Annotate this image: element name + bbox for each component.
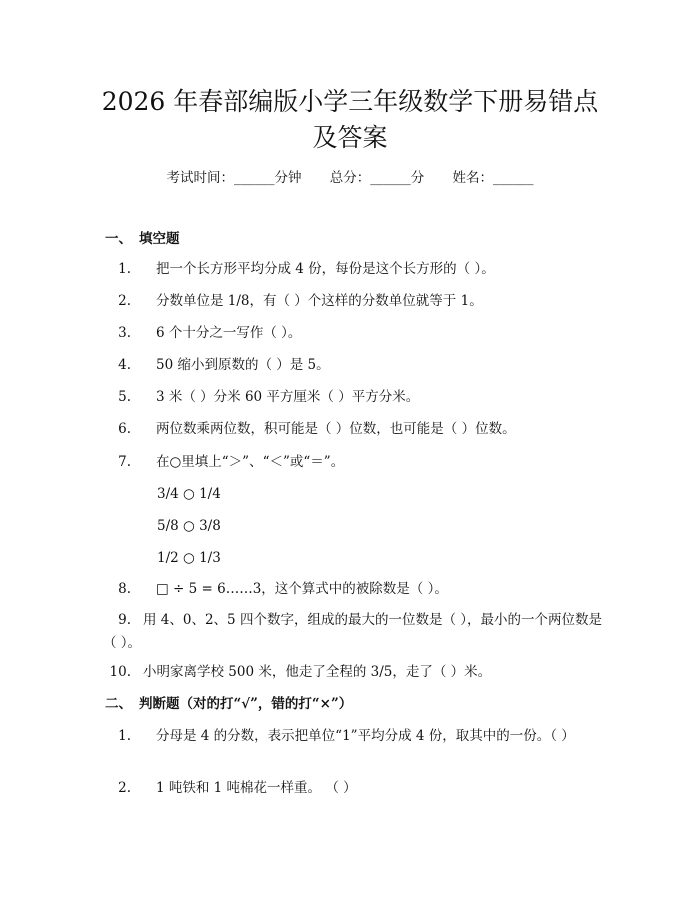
section-title: 判断题（对的打“√”，错的打“×”） <box>139 696 353 712</box>
section-heading-fill-blank <box>105 229 180 249</box>
question-text: 3 米（ ）分米 60 平方厘米（ ）平方分米。 <box>156 389 420 405</box>
section-heading-true-false <box>105 694 352 714</box>
question-text: 用 4、0、2、5 四个数字，组成的最大的一位数是（ ），最小的一个两位数是（ ）。 <box>103 612 602 651</box>
question-item <box>103 354 603 377</box>
section-number: 一、 <box>105 231 132 247</box>
question-text: 两位数乘两位数，积可能是（ ）位数，也可能是（ ）位数。 <box>156 421 516 437</box>
question-number: 1. <box>118 728 131 744</box>
document-title-line1: 2026 年春部编版小学三年级数学下册易错点 <box>101 87 599 116</box>
question-number: 9. <box>118 612 131 628</box>
question-number: 2. <box>118 780 131 796</box>
question-number: 5. <box>118 389 131 405</box>
section-number: 二、 <box>105 696 132 712</box>
exam-name: 姓名：______ <box>452 170 534 186</box>
question-item <box>103 386 603 409</box>
question-item <box>103 777 603 800</box>
question-text: □ ÷ 5 = 6……3，这个算式中的被除数是（ ）。 <box>156 581 448 597</box>
question-number: 10. <box>109 664 131 680</box>
question-item <box>103 661 603 684</box>
question-number: 2. <box>118 293 131 309</box>
question-item <box>103 451 603 474</box>
question-text: 分母是 4 的分数，表示把单位“1”平均分成 4 份，取其中的一份。（ ） <box>156 728 575 744</box>
question-number: 3. <box>118 325 131 341</box>
question-item <box>103 322 603 345</box>
question-number: 6. <box>118 421 131 437</box>
question-item <box>103 725 603 748</box>
compare-row: 5/8 ○ 3/8 <box>157 518 221 534</box>
question-text: 50 缩小到原数的（ ）是 5。 <box>156 357 330 373</box>
compare-row: 3/4 ○ 1/4 <box>157 486 221 502</box>
question-text: 1 吨铁和 1 吨棉花一样重。 （ ） <box>156 780 357 796</box>
question-item <box>103 609 603 655</box>
exam-time: 考试时间：______分钟 <box>166 170 302 186</box>
question-item <box>103 290 603 313</box>
question-text: 小明家离学校 500 米，他走了全程的 3/5，走了（ ）米。 <box>143 664 492 680</box>
section-title: 填空题 <box>139 231 180 247</box>
document-title-line2: 及答案 <box>312 123 388 152</box>
question-text: 把一个长方形平均分成 4 份，每份是这个长方形的（ ）。 <box>156 261 495 277</box>
question-item <box>103 418 603 441</box>
question-number: 8. <box>118 581 131 597</box>
question-text: 6 个十分之一写作（ ）。 <box>156 325 302 341</box>
question-number: 4. <box>118 357 131 373</box>
question-item <box>103 258 603 281</box>
exam-meta <box>0 168 700 188</box>
question-item <box>103 578 603 601</box>
exam-score: 总分：______分 <box>329 170 425 186</box>
compare-row: 1/2 ○ 1/3 <box>157 550 221 566</box>
question-number: 1. <box>118 261 131 277</box>
question-text: 在○里填上“＞”、“＜”或“＝”。 <box>156 454 345 470</box>
question-text: 分数单位是 1/8，有（ ）个这样的分数单位就等于 1。 <box>156 293 483 309</box>
question-number: 7. <box>118 454 131 470</box>
